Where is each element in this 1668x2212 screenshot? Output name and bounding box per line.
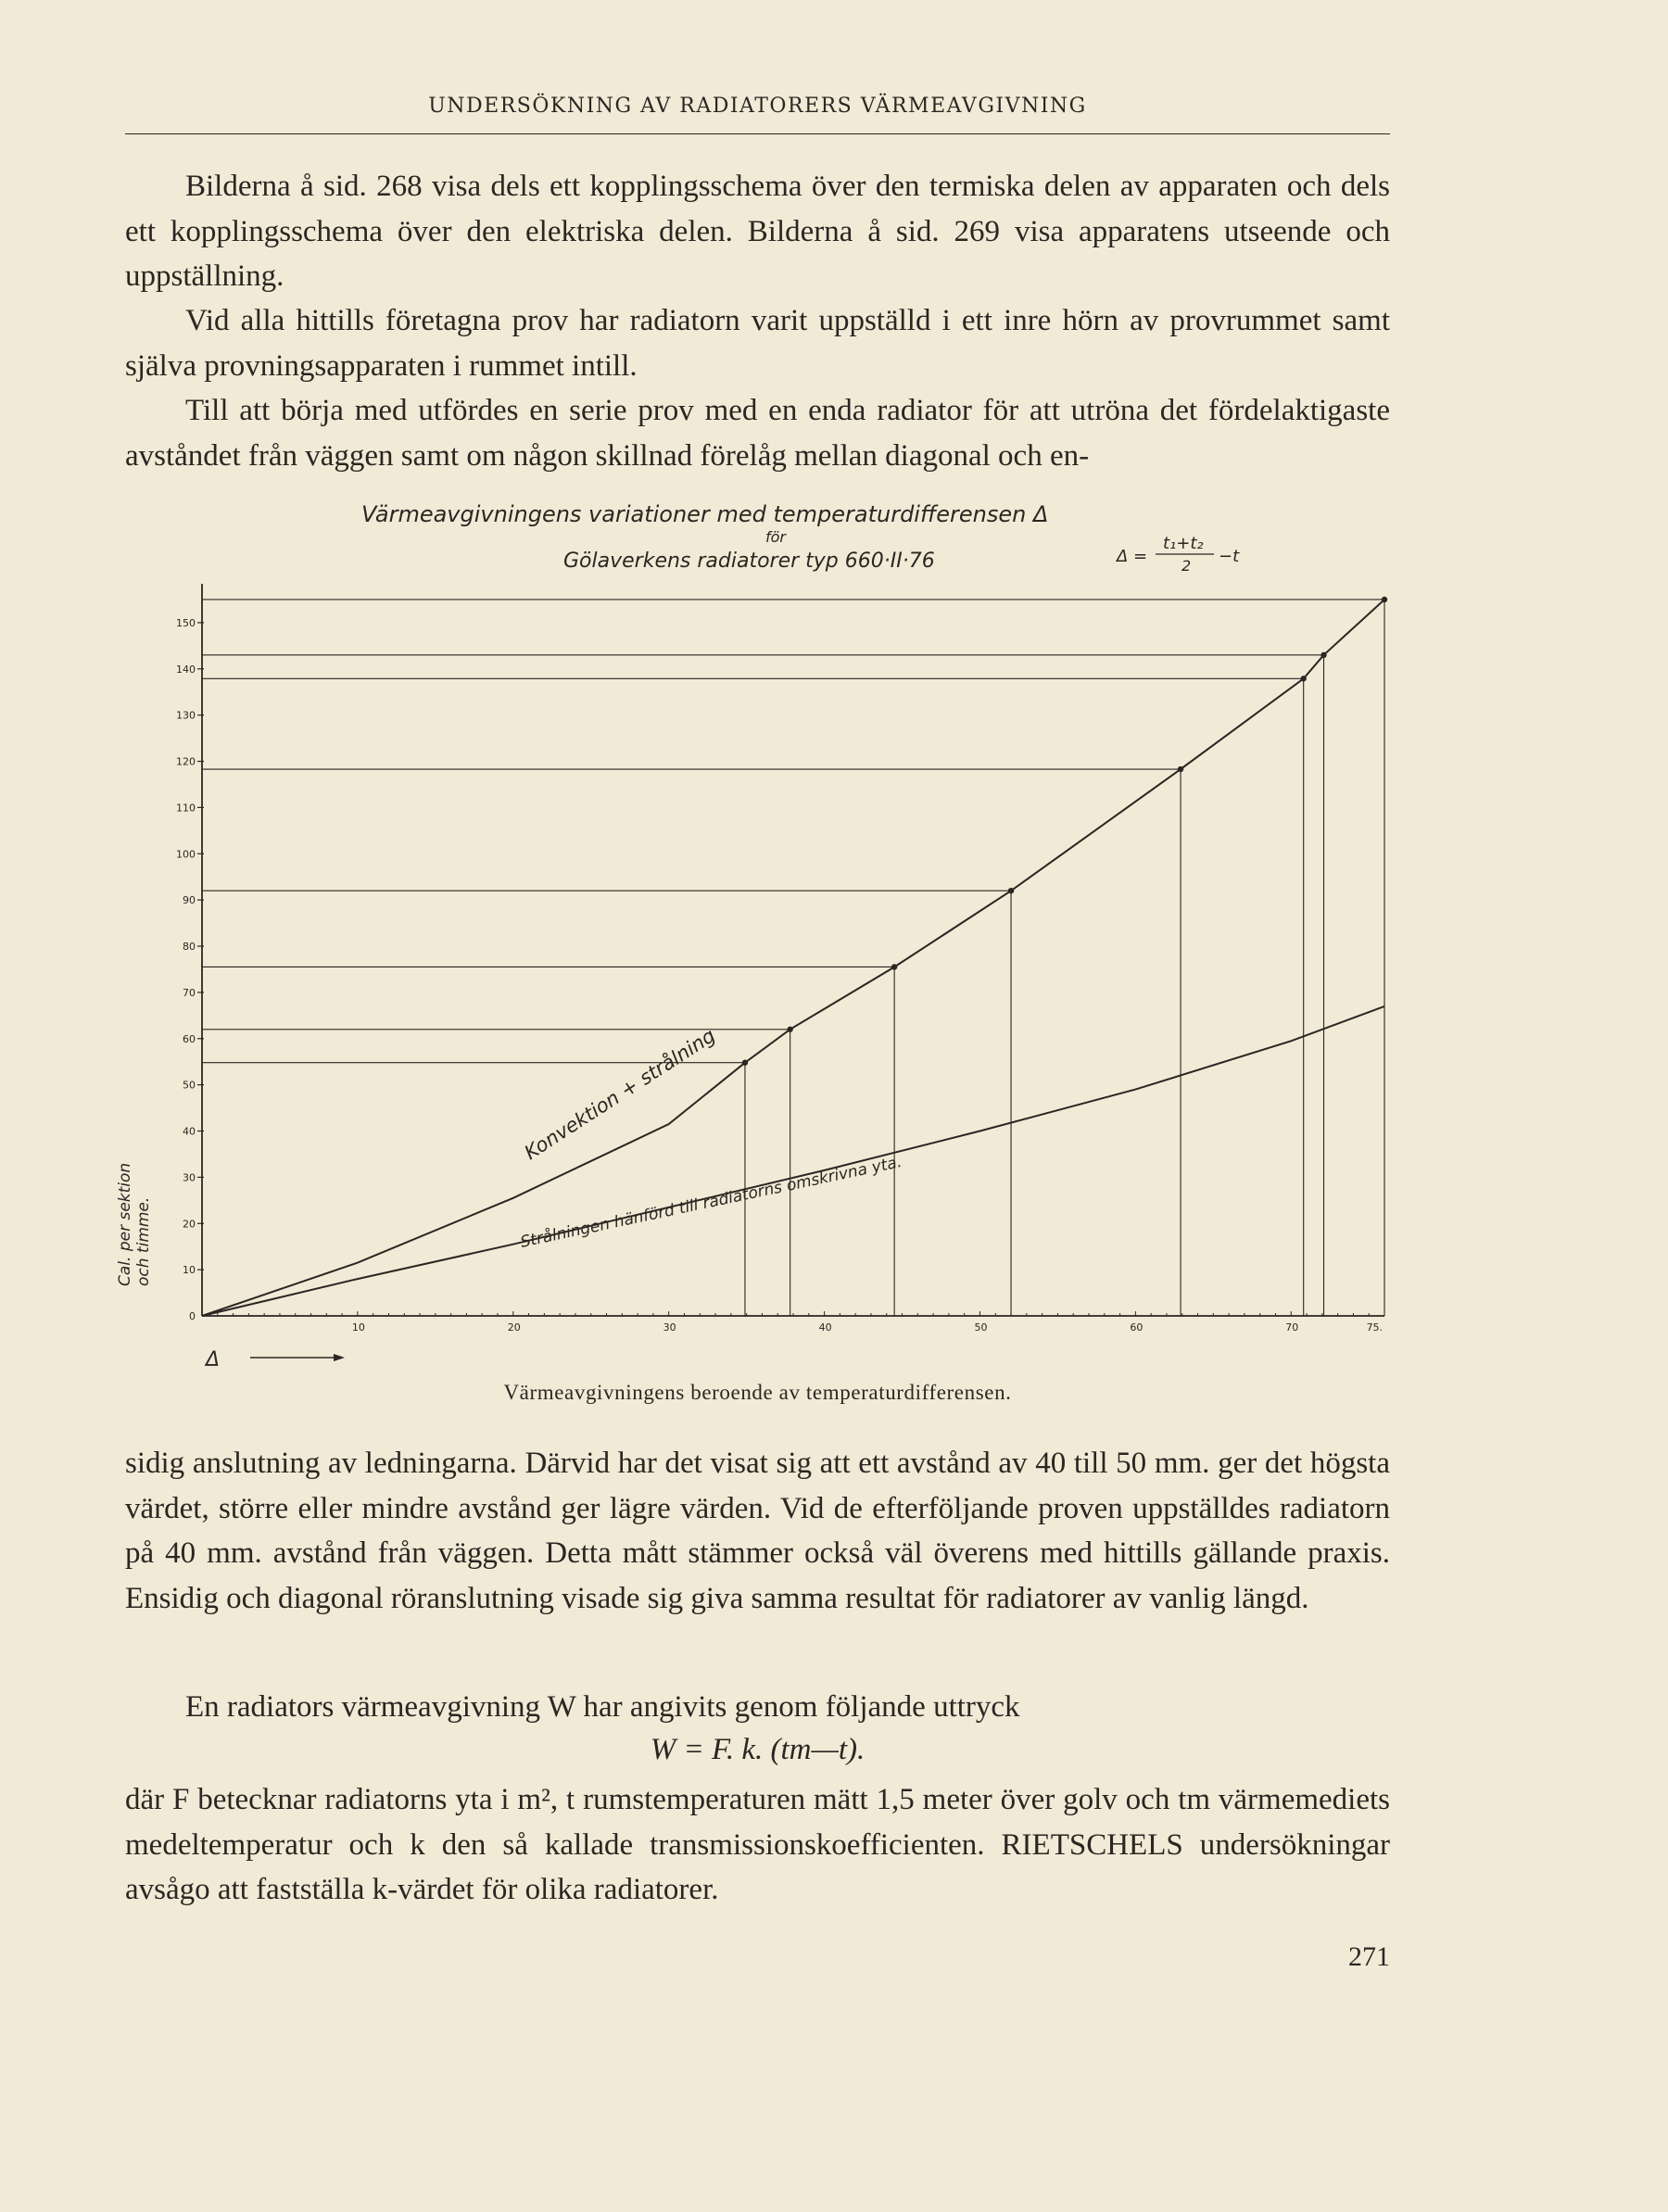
- figure-caption: Värmeavgivningens beroende av temperaturdifferensen.: [503, 1381, 1012, 1404]
- y-tick-label: 70: [183, 986, 196, 999]
- paragraph-2: Vid alla hittills företagna prov har radiatorn varit uppställd i ett inre hörn av provrummet samt själva provningsapparaten i rummet intill.: [125, 304, 1390, 383]
- data-point: [891, 964, 897, 969]
- x-tick-label: 70: [1285, 1321, 1299, 1334]
- y-tick-label: 50: [183, 1079, 196, 1092]
- y-tick-label: 30: [183, 1171, 196, 1184]
- data-point: [1300, 676, 1306, 681]
- y-tick-label: 130: [176, 709, 196, 722]
- paragraph-6: där F betecknar radiatorns yta i m², t rumstemperaturen mätt 1,5 meter över golv och tm värmemediets medeltemperatur och k den så kallade transmissionskoefficienten. RIETSCHELS undersökningar avsågo att fastställa k-värdet för olika radiatorer.: [125, 1783, 1390, 1906]
- delta-formula-right: −t: [1219, 547, 1240, 566]
- y-axis-title-line1: Cal. per sektion: [116, 1162, 134, 1286]
- delta-formula-numerator: t₁+t₂: [1163, 534, 1204, 553]
- x-axis-arrow: [204, 1348, 345, 1371]
- x-tick-label: 60: [1130, 1321, 1144, 1334]
- page-number: 271: [1348, 1941, 1390, 1972]
- chart-title-line2: för: [765, 528, 786, 546]
- chart-series: [202, 597, 1387, 1316]
- y-tick-label: 90: [183, 894, 196, 907]
- x-axis-arrow-label: Δ: [206, 1348, 221, 1371]
- curve-labels: [519, 1023, 904, 1251]
- x-tick-label: 10: [351, 1321, 365, 1334]
- x-tick-label: 20: [507, 1321, 521, 1334]
- x-tick-label: 40: [818, 1321, 832, 1334]
- data-point: [1320, 652, 1326, 658]
- data-point: [742, 1060, 748, 1066]
- y-tick-label: 110: [176, 802, 196, 815]
- series-line-total: [202, 600, 1384, 1316]
- y-tick-label: 0: [189, 1310, 196, 1322]
- curve-label-total: Konvektion + strålning: [520, 1024, 720, 1165]
- delta-formula-left: Δ =: [1117, 547, 1148, 566]
- y-tick-label: 60: [183, 1032, 196, 1045]
- series-line-radiation: [202, 1006, 1384, 1316]
- running-head: UNDERSÖKNING AV RADIATORERS VÄRMEAVGIVNING: [428, 95, 1087, 118]
- y-tick-label: 20: [183, 1218, 196, 1231]
- paragraph-5: En radiators värmeavgivning W har angivits genom följande uttryck: [185, 1690, 1020, 1724]
- x-tick-label: 75.: [1366, 1321, 1384, 1334]
- y-tick-label: 80: [183, 941, 196, 954]
- chart-axes: [176, 584, 1384, 1334]
- data-point: [1008, 888, 1014, 893]
- delta-formula-denominator: 2: [1182, 557, 1192, 575]
- chart-guide-lines: [202, 600, 1384, 1316]
- y-tick-label: 140: [176, 663, 196, 676]
- y-tick-label: 40: [183, 1125, 196, 1138]
- chart-title-line1: Värmeavgivningens variationer med temperaturdifferensen Δ: [361, 501, 1049, 527]
- formula: W = F. k. (tm—t).: [650, 1733, 866, 1766]
- paragraph-1: Bilderna å sid. 268 visa dels ett kopplingsschema över den termiska delen av apparaten och dels ett kopplingsschema över den elektriska delen. Bilderna å sid. 269 visa apparatens utseende och uppställning.: [125, 170, 1390, 293]
- data-point: [787, 1027, 792, 1032]
- y-axis-title-line2: och timme.: [134, 1196, 153, 1286]
- x-tick-label: 30: [663, 1321, 676, 1334]
- y-tick-label: 10: [183, 1264, 196, 1277]
- delta-definition: [1115, 534, 1240, 575]
- data-point: [1178, 766, 1183, 772]
- data-point: [1382, 597, 1387, 602]
- y-tick-label: 100: [176, 848, 196, 861]
- y-tick-label: 150: [176, 616, 196, 629]
- x-axis-arrowhead: [334, 1354, 345, 1361]
- x-tick-label: 50: [974, 1321, 988, 1334]
- y-tick-label: 120: [176, 755, 196, 768]
- y-axis-title: [116, 1163, 153, 1286]
- curve-label-radiation: Strålningen hänförd till radiatorns omskrivna yta.: [518, 1152, 904, 1252]
- chart-title-line3: Gölaverkens radiatorer typ 660·II·76: [563, 550, 935, 573]
- paragraph-3: Till att börja med utfördes en serie prov med en enda radiator för att utröna det fördelaktigaste avståndet från väggen samt om någon skillnad förelåg mellan diagonal och en-: [125, 394, 1390, 473]
- chart-title: [361, 501, 1048, 573]
- paragraph-4: sidig anslutning av ledningarna. Därvid har det visat sig att ett avstånd av 40 till 50 mm. ger det högsta värdet, större eller mindre avstånd ger lägre värden. Vid de efterföljande proven uppställdes radiatorn på 40 mm. avstånd från väggen. Detta mått stämmer också väl överens med hittills gällande praxis. Ensidig och diagonal röranslutning visade sig giva samma resultat för radiatorer av vanlig längd.: [125, 1447, 1390, 1615]
